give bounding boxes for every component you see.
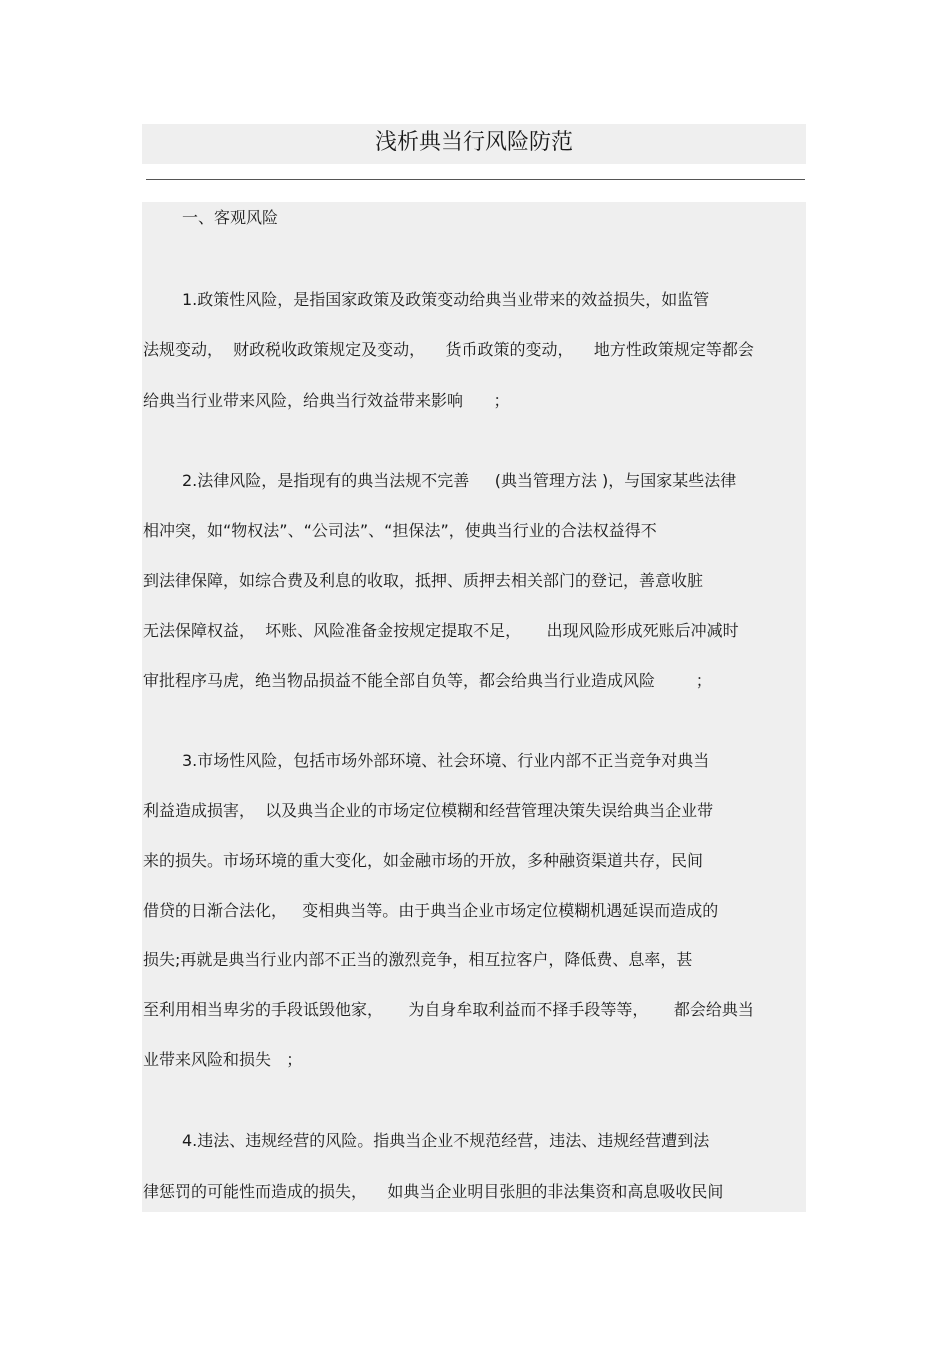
paragraph-line: 给典当行业带来风险，给典当行效益带来影响 ； bbox=[143, 391, 510, 410]
paragraph-line: 来的损失。市场环境的重大变化，如金融市场的开放，多种融资渠道共存，民间 bbox=[143, 851, 704, 870]
paragraph-line: 至利用相当卑劣的手段诋毁他家， 为自身牟取利益而不择手段等等， 都会给典当 bbox=[143, 1000, 754, 1019]
paragraph-line: 4.违法、违规经营的风险。指典当企业不规范经营，违法、违规经营遭到法 bbox=[182, 1131, 710, 1150]
paragraph-line: 利益造成损害， 以及典当企业的市场定位模糊和经营管理决策失误给典当企业带 bbox=[143, 801, 714, 820]
document-title: 浅析典当行风险防范 bbox=[374, 130, 573, 155]
section-heading: 一、客观风险 bbox=[182, 208, 279, 227]
paragraph-line: 到法律保障，如综合费及利息的收取，抵押、质押去相关部门的登记，善意收脏 bbox=[143, 571, 704, 590]
paragraph-line: 2.法律风险，是指现有的典当法规不完善 (典当管理方法 )，与国家某些法律 bbox=[182, 471, 737, 490]
paragraph-line: 3.市场性风险，包括市场外部环境、社会环境、行业内部不正当竞争对典当 bbox=[182, 751, 710, 770]
paragraph-line: 相冲突，如“物权法”、“公司法”、“担保法”，使典当行业的合法权益得不 bbox=[143, 521, 657, 540]
title-divider bbox=[146, 179, 805, 180]
paragraph-line: 审批程序马虎，绝当物品损益不能全部自负等，都会给典当行业造成风险 ； bbox=[143, 671, 712, 690]
paragraph-line: 无法保障权益， 坏账、风险准备金按规定提取不足， 出现风险形成死账后冲减时 bbox=[143, 621, 739, 640]
paragraph-line: 1.政策性风险，是指国家政策及政策变动给典当业带来的效益损失，如监管 bbox=[182, 290, 710, 309]
paragraph-line: 业带来风险和损失 ； bbox=[143, 1050, 303, 1069]
paragraph-line: 法规变动， 财政税收政策规定及变动， 货币政策的变动， 地方性政策规定等都会 bbox=[143, 340, 754, 359]
paragraph-line: 律惩罚的可能性而造成的损失， 如典当企业明目张胆的非法集资和高息吸收民间 bbox=[143, 1182, 724, 1201]
paragraph-line: 损失;再就是典当行业内部不正当的激烈竞争，相互拉客户，降低费、息率，甚 bbox=[143, 950, 693, 969]
paragraph-line: 借贷的日渐合法化， 变相典当等。由于典当企业市场定位模糊机遇延误而造成的 bbox=[143, 901, 719, 920]
